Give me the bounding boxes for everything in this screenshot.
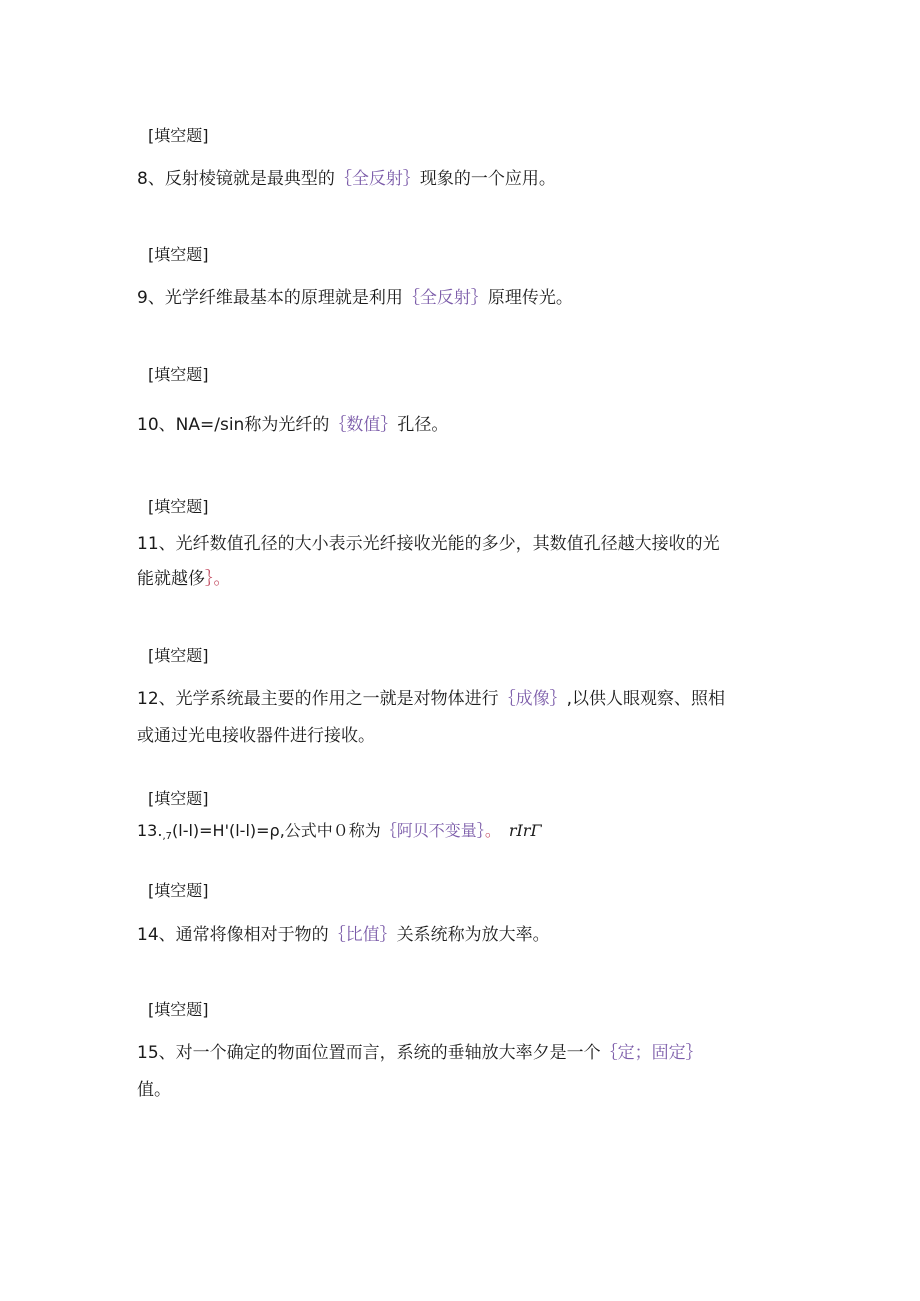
question-text: 对一个确定的物面位置而言，系统的垂轴放大率夕是一个 <box>175 1043 601 1063</box>
question-text: 光学纤维最基本的原理就是利用 <box>164 288 403 308</box>
answer-text: ｛全反射｝ <box>334 169 420 189</box>
question-text: 。 <box>484 821 501 840</box>
question-tag: [填空题] <box>148 245 209 264</box>
question-15-continued <box>137 1078 171 1102</box>
question-9 <box>137 286 573 310</box>
subscript: ,7 <box>162 831 172 842</box>
answer-text: ｛全反射｝ <box>402 288 488 308</box>
question-tag: [填空题] <box>148 365 209 384</box>
question-text: 孔径。 <box>397 415 449 435</box>
answer-text: ｛阿贝不变量｝ <box>380 821 485 840</box>
formula-fragment: rIrΓ <box>508 821 542 840</box>
question-tag: [填空题] <box>148 881 209 900</box>
question-14 <box>137 923 550 947</box>
answer-text: ｝。 <box>205 569 231 589</box>
question-text: ,以供人眼观察、照相 <box>566 689 726 709</box>
question-13 <box>137 819 542 849</box>
answer-text: ｛成像｝ <box>498 689 567 709</box>
question-text: 原理传光。 <box>487 288 573 308</box>
question-text: 或通过光电接收器件进行接收。 <box>137 726 375 746</box>
question-10 <box>137 413 448 437</box>
question-number: 12、 <box>137 689 176 709</box>
question-text: 现象的一个应用。 <box>419 169 556 189</box>
question-tag: [填空题] <box>148 1000 209 1019</box>
question-tag: [填空题] <box>148 497 209 516</box>
question-number: 9、 <box>137 288 165 308</box>
question-tag: [填空题] <box>148 126 209 145</box>
question-12 <box>137 687 725 711</box>
answer-text: ｛数值｝ <box>329 415 398 435</box>
question-text: 关系统称为放大率。 <box>396 925 550 945</box>
question-text: (l-l)=H'(l-l)=ρ,公式中０称为 <box>172 821 381 840</box>
question-11-continued <box>137 567 231 591</box>
question-text: 能就越侈 <box>137 569 205 589</box>
question-number: 13. <box>137 821 163 840</box>
question-number: 10、 <box>137 415 176 435</box>
question-number: 14、 <box>137 925 176 945</box>
question-text: 反射棱镜就是最典型的 <box>164 169 335 189</box>
question-text: NA=/sin称为光纤的 <box>175 415 330 435</box>
answer-text: ｛比值｝ <box>328 925 397 945</box>
question-tag: [填空题] <box>148 789 209 808</box>
question-text: 光学系统最主要的作用之一就是对物体进行 <box>175 689 499 709</box>
question-text: 值。 <box>137 1080 171 1100</box>
question-number: 8、 <box>137 169 165 189</box>
question-number: 15、 <box>137 1043 176 1063</box>
question-number: 11、 <box>137 534 176 554</box>
question-12-continued <box>137 724 375 748</box>
question-15 <box>137 1041 703 1065</box>
question-8 <box>137 167 556 191</box>
answer-text: ｛定；固定｝ <box>600 1043 703 1063</box>
question-11 <box>137 532 720 556</box>
question-text: 光纤数值孔径的大小表示光纤接收光能的多少，其数值孔径越大接收的光 <box>175 534 720 554</box>
question-text: 通常将像相对于物的 <box>175 925 329 945</box>
question-tag: [填空题] <box>148 646 209 665</box>
